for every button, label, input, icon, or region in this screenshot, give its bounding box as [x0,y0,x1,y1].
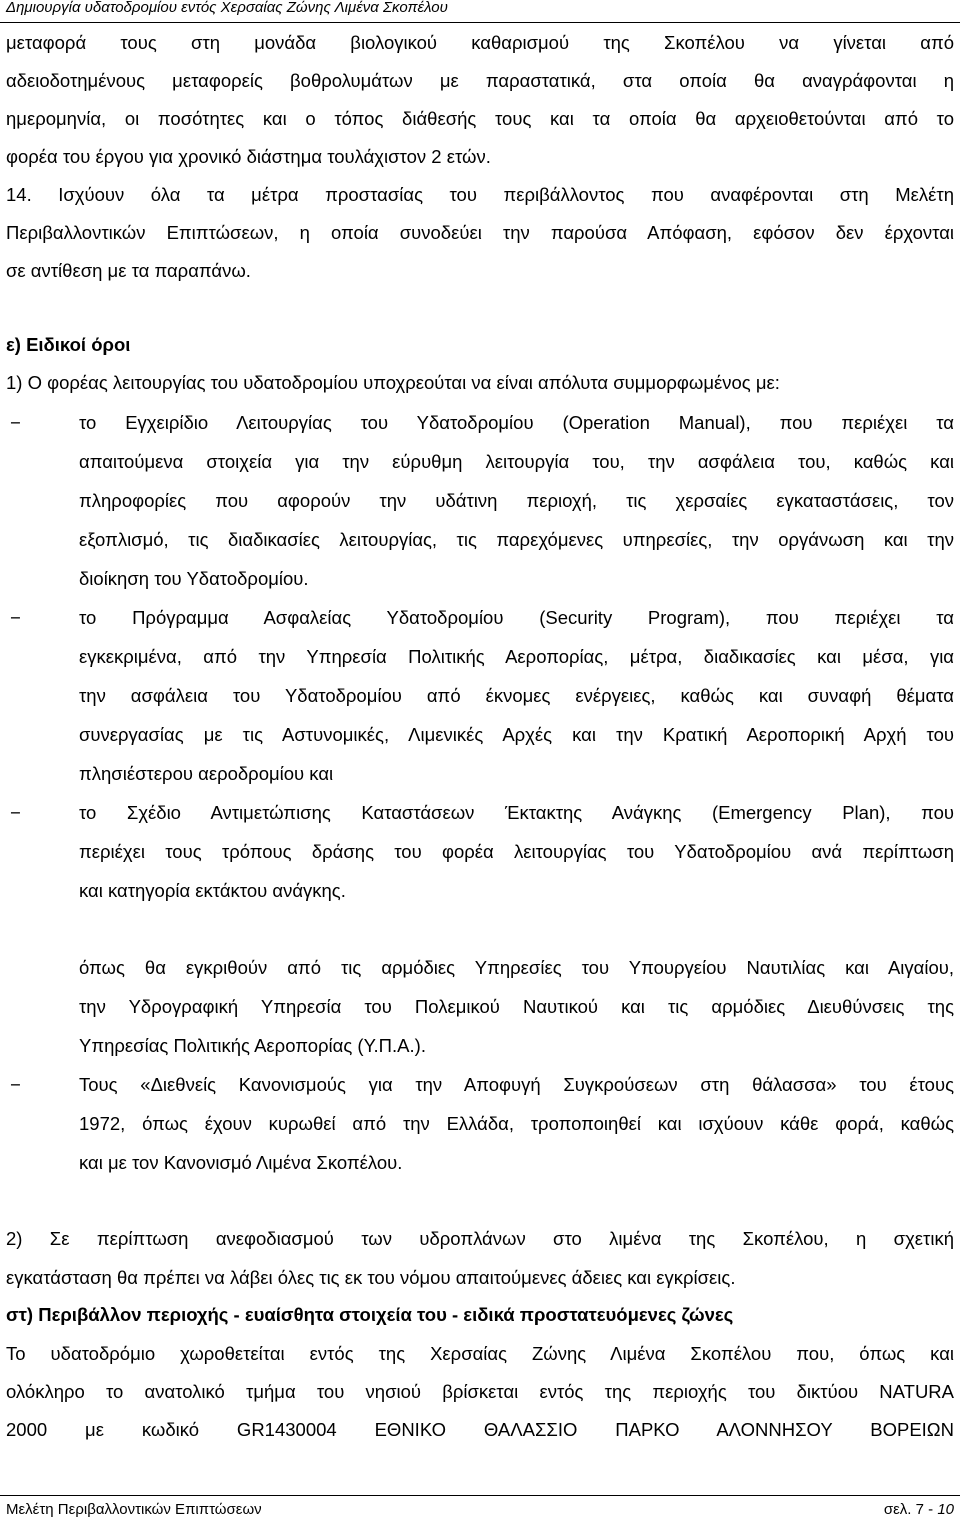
body-line: Περιβαλλοντικών Επιπτώσεων, η οποία συνοδεύει την παρούσα Απόφαση, εφόσον δεν έρχονται [6,222,954,243]
body-line: αδειοδοτημένους μεταφορείς βοθρολυμάτων με παραστατικά, στα οποία θα αναγράφονται η [6,70,954,91]
header-title: Δημιουργία υδατοδρομίου εντός Χερσαίας Ζώνης Λιμένα Σκοπέλου [6,0,448,16]
list-item-line: Τους «Διεθνείς Κανονισμούς για την Αποφυγή Συγκρούσεων στη θάλασσα» του έτους [79,1074,954,1095]
body-line: 14. Ισχύουν όλα τα μέτρα προστασίας του περιβάλλοντος που αναφέρονται στη Μελέτη [6,184,954,205]
body-line: ολόκληρο το ανατολικό τμήμα του νησιού βρίσκεται εντός της περιοχής του δικτύου NATURA [6,1381,954,1402]
list-item-line: και κατηγορία εκτάκτου ανάγκης. [79,880,346,901]
section-heading: ε) Ειδικοί όροι [6,334,131,355]
list-item-line: όπως θα εγκριθούν από τις αρμόδιες Υπηρεσίες του Υπουργείου Ναυτιλίας και Αιγαίου, [79,957,954,978]
list-item-line: εγκεκριμένα, από την Υπηρεσία Πολιτικής Αεροπορίας, μέτρα, διαδικασίες και μέσα, για [79,646,954,667]
page-number [884,1501,954,1518]
list-dash: − [10,802,21,823]
footer-title: Μελέτη Περιβαλλοντικών Επιπτώσεων [6,1501,262,1518]
list-item-line: πλησιέστερου αεροδρομίου και [79,763,334,784]
section-heading: στ) Περιβάλλον περιοχής - ευαίσθητα στοιχεία του - ειδικά προστατευόμενες ζώνες [6,1304,734,1325]
page-total: 10 [937,1501,954,1518]
body-line: ημερομηνία, οι ποσότητες και ο τόπος διάθεσής τους και τα οποία θα αρχειοθετούνται από το [6,108,954,129]
list-dash: − [10,607,21,628]
list-item-line: εξοπλισμό, τις διαδικασίες λειτουργίας, τις παρεχόμενες υπηρεσίες, την οργάνωση και την [79,529,954,550]
list-item-line: το Εγχειρίδιο Λειτουργίας του Υδατοδρομίου (Operation Manual), που περιέχει τα [79,412,954,433]
body-line: 2) Σε περίπτωση ανεφοδιασμού των υδροπλάνων στο λιμένα της Σκοπέλου, η σχετική [6,1228,954,1249]
list-dash: − [10,1074,21,1095]
list-item-line: την Υδρογραφική Υπηρεσία του Πολεμικού Ναυτικού και τις αρμόδιες Διευθύνσεις της [79,996,954,1017]
list-item-line: Υπηρεσίας Πολιτικής Αεροπορίας (Υ.Π.Α.). [79,1035,426,1056]
body-line: μεταφορά τους στη μονάδα βιολογικού καθαρισμού της Σκοπέλου να γίνεται από [6,32,954,53]
page-prefix: σελ. [883,1501,916,1518]
body-line: φορέα του έργου για χρονικό διάστημα τουλάχιστον 2 ετών. [6,146,491,167]
list-item-line: το Σχέδιο Αντιμετώπισης Καταστάσεων Έκτακτης Ανάγκης (Emergency Plan), που [79,802,954,823]
list-item-line: απαιτούμενα στοιχεία για την εύρυθμη λειτουργία του, την ασφάλεια του, καθώς και [79,451,954,472]
body-line: σε αντίθεση με τα παραπάνω. [6,260,251,281]
body-line: Το υδατοδρόμιο χωροθετείται εντός της Χερσαίας Ζώνης Λιμένα Σκοπέλου που, όπως και [6,1343,954,1364]
list-item-line: συνεργασίας με τις Αστυνομικές, Λιμενικές Αρχές και την Κρατική Αεροπορική Αρχή του [79,724,954,745]
running-footer [0,1495,960,1526]
page-separator: - [923,1501,938,1518]
page-current: 7 [915,1501,924,1518]
list-dash: − [10,412,21,433]
body-line: 2000 με κωδικό GR1430004 ΕΘΝΙΚΟ ΘΑΛΑΣΣΙΟ ΠΑΡΚΟ ΑΛΟΝΝΗΣΟΥ ΒΟΡΕΙΩΝ [6,1419,954,1440]
list-item-line: την ασφάλεια του Υδατοδρομίου από έκνομες ενέργειες, καθώς και συναφή θέματα [79,685,954,706]
list-item-line: 1972, όπως έχουν κυρωθεί από την Ελλάδα, τροποποιηθεί και ισχύουν κάθε φορά, καθώς [79,1113,954,1134]
body-line: 1) Ο φορέας λειτουργίας του υδατοδρομίου υποχρεούται να είναι απόλυτα συμμορφωμένος με: [6,372,780,393]
list-item-line: πληροφορίες που αφορούν την υδάτινη περιοχή, τις χερσαίες εγκαταστάσεις, τον [79,490,954,511]
list-item-line: το Πρόγραμμα Ασφαλείας Υδατοδρομίου (Security Program), που περιέχει τα [79,607,954,628]
list-item-line: περιέχει τους τρόπους δράσης του φορέα λειτουργίας του Υδατοδρομίου ανά περίπτωση [79,841,954,862]
list-item-line: διοίκηση του Υδατοδρομίου. [79,568,309,589]
body-line: εγκατάσταση θα πρέπει να λάβει όλες τις εκ του νόμου απαιτούμενες άδειες και εγκρίσεις. [6,1267,736,1288]
list-item-line: και με τον Κανονισμό Λιμένα Σκοπέλου. [79,1152,403,1173]
